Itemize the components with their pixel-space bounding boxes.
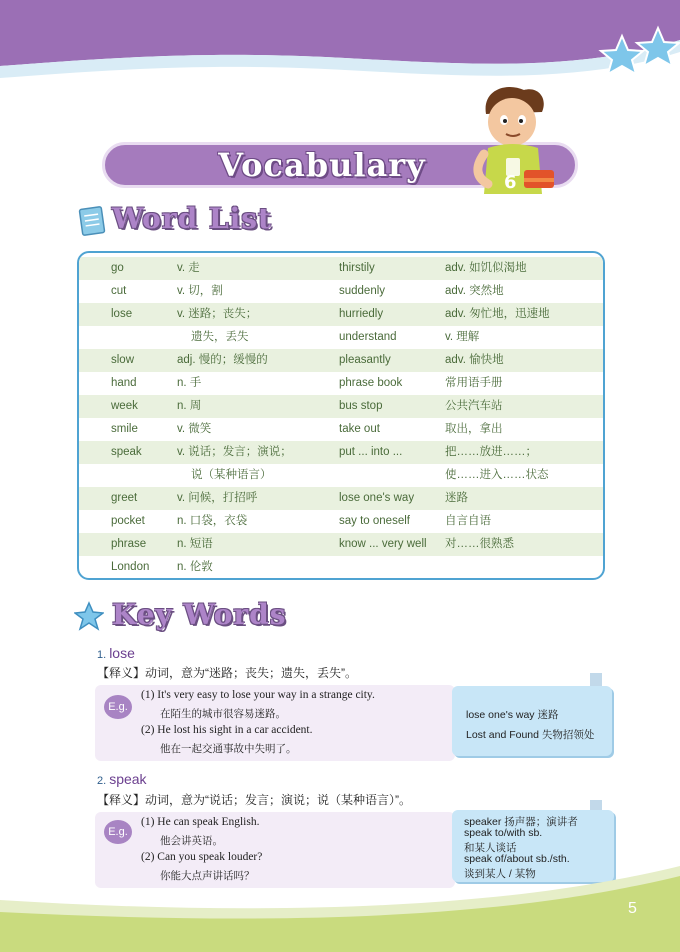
key-words-heading: Key Words — [112, 598, 287, 631]
definition: v. 走 — [177, 262, 200, 274]
note-line: speak of/about sb./sth. — [464, 853, 570, 865]
example-translation: 你能大点声讲话吗？ — [160, 870, 255, 882]
word: cut — [111, 285, 127, 297]
word: phrase — [111, 538, 147, 550]
entry-word: lose — [109, 645, 135, 661]
table-row — [79, 395, 603, 418]
star-icon — [74, 601, 104, 631]
table-row — [79, 487, 603, 510]
example-translation: 他在一起交通事故中失明了。 — [160, 743, 297, 755]
note-line: Lost and Found 失物招领处 — [466, 729, 595, 741]
badge-number: 6 — [504, 172, 517, 193]
word-list-table — [77, 251, 605, 580]
definition: 自言自语 — [445, 515, 491, 527]
eg-badge: E.g. — [104, 695, 132, 719]
definition: adv. 突然地 — [445, 285, 504, 297]
table-row — [79, 349, 603, 372]
table-row — [79, 372, 603, 395]
word: pleasantly — [339, 354, 391, 366]
entry-number: 2. — [97, 775, 107, 787]
definition: n. 周 — [177, 400, 202, 412]
table-row — [79, 533, 603, 556]
word: London — [111, 561, 150, 573]
definition: adv. 匆忙地，迅速地 — [445, 308, 550, 320]
word: slow — [111, 354, 135, 366]
word: know ... very well — [339, 538, 427, 550]
definition: n. 手 — [177, 377, 202, 389]
definition: adj. 慢的；缓慢的 — [177, 354, 268, 366]
word: pocket — [111, 515, 145, 527]
definition: adv. 愉快地 — [445, 354, 504, 366]
header-decoration — [0, 0, 680, 90]
definition: v. 问候，打招呼 — [177, 492, 258, 504]
word: smile — [111, 423, 138, 435]
word: speak — [111, 446, 142, 458]
entry-word: speak — [109, 771, 147, 787]
definition: 遗失，丢失 — [191, 331, 249, 343]
definition: 公共汽车站 — [445, 400, 503, 412]
definition: 说（某种语言） — [191, 469, 272, 481]
example-sentence: (2) Can you speak louder? — [141, 851, 263, 863]
table-row — [79, 326, 603, 349]
word: suddenly — [339, 285, 386, 297]
word-list-heading: Word List — [112, 202, 272, 235]
note-line: 和某人谈话 — [464, 842, 517, 854]
definition: v. 迷路；丧失； — [177, 308, 258, 320]
note-line: lose one's way 迷路 — [466, 709, 559, 721]
definition: v. 切，割 — [177, 285, 223, 297]
word: understand — [339, 331, 397, 343]
word: thirstily — [339, 262, 375, 274]
word: week — [111, 400, 138, 412]
definition: v. 说话；发言；演说； — [177, 446, 292, 458]
definition: n. 口袋，衣袋 — [177, 515, 248, 527]
table-row — [79, 441, 603, 464]
definition: v. 理解 — [445, 331, 480, 343]
word: bus stop — [339, 400, 383, 412]
word: say to oneself — [339, 515, 410, 527]
vocabulary-title: Vocabulary — [218, 146, 426, 184]
eg-badge: E.g. — [104, 820, 132, 844]
table-row — [79, 303, 603, 326]
example-sentence: (1) It's very easy to lose your way in a strange city. — [141, 689, 375, 701]
definition: 迷路 — [445, 492, 468, 504]
definition: 对……很熟悉 — [445, 538, 514, 550]
definition: 取出，拿出 — [445, 423, 503, 435]
table-row — [79, 510, 603, 533]
table-row — [79, 418, 603, 441]
definition: 使……进入……状态 — [445, 469, 549, 481]
example-sentence: (2) He lost his sight in a car accident. — [141, 724, 313, 736]
footer-decoration — [0, 860, 680, 952]
definition: n. 短语 — [177, 538, 213, 550]
word: put ... into ... — [339, 446, 403, 458]
page-number: 5 — [628, 900, 637, 917]
word: lose — [111, 308, 133, 320]
table-row — [79, 556, 603, 579]
table-row — [79, 280, 603, 303]
entry-title — [97, 771, 147, 787]
definition: 把……放进……； — [445, 446, 537, 458]
example-sentence: (1) He can speak English. — [141, 816, 260, 828]
definition: 常用语手册 — [445, 377, 503, 389]
definition: v. 微笑 — [177, 423, 212, 435]
word: hurriedly — [339, 308, 384, 320]
table-row — [79, 257, 603, 280]
word: take out — [339, 423, 380, 435]
boy-illustration — [466, 84, 562, 194]
word: go — [111, 262, 124, 274]
entry-title — [97, 645, 135, 661]
example-translation: 他会讲英语。 — [160, 835, 223, 847]
word: lose one's way — [339, 492, 415, 504]
notebook-icon — [78, 205, 106, 237]
definition: adv. 如饥似渴地 — [445, 262, 527, 274]
entry-explanation: 【释义】动词，意为“迷路；丧失；遗失，丢失”。 — [97, 666, 357, 680]
note-line: speaker 扬声器；演讲者 — [464, 816, 578, 828]
note-line: speak to/with sb. — [464, 827, 543, 839]
note-line: 谈到某人 / 某物 — [464, 868, 536, 880]
example-translation: 在陌生的城市很容易迷路。 — [160, 708, 286, 720]
word: hand — [111, 377, 137, 389]
entry-number: 1. — [97, 649, 107, 661]
table-row — [79, 464, 603, 487]
definition: n. 伦敦 — [177, 561, 213, 573]
word: greet — [111, 492, 138, 504]
entry-explanation: 【释义】动词，意为“说话；发言；演说；说（某种语言）”。 — [97, 793, 411, 807]
word: phrase book — [339, 377, 403, 389]
